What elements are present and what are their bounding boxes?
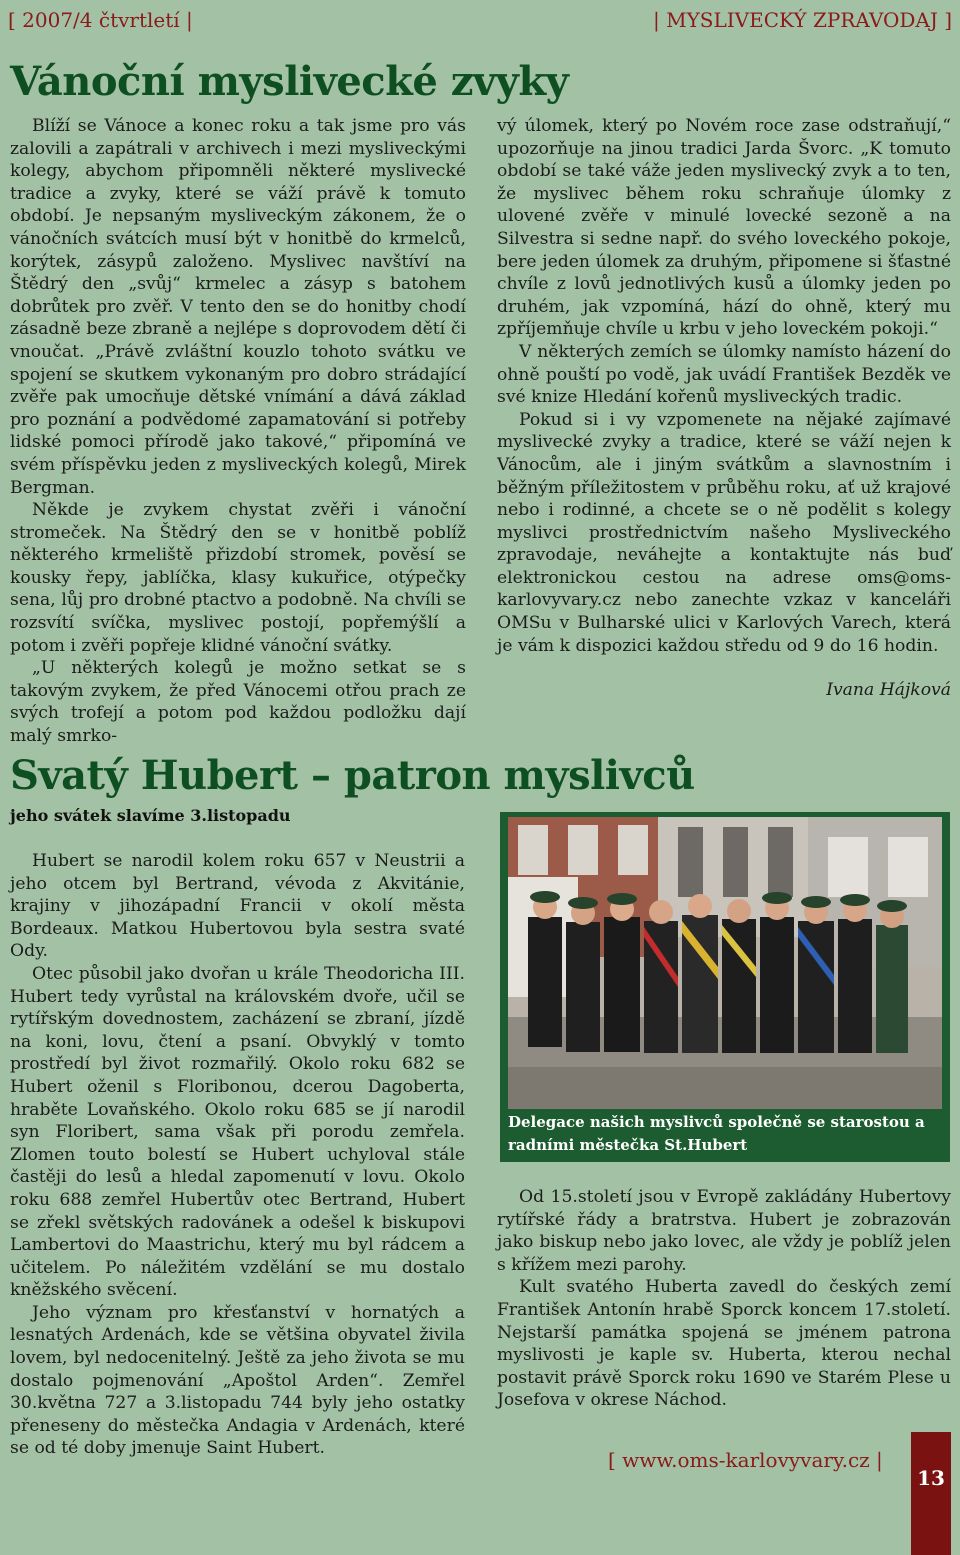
article-title-christmas-customs: Vánoční myslivecké zvyky: [10, 58, 569, 105]
article2-column-right: [497, 1186, 951, 1412]
paragraph: Jeho význam pro křesťanství v hornatých a lesnatých Ardenách, kde se většina obyvatel živila lovem, byl nedocenitelný. Ještě za jeho života se mu dostalo pojmenování „Apoštol Arden“. Zemřel 30.května 727 a 3.listopadu 744 byly jeho ostatky přeneseny do městečka Andagia v Ardenách, které se od té doby jmenuje Saint Hubert.: [10, 1302, 465, 1459]
article-subtitle: jeho svátek slavíme 3.listopadu: [10, 806, 291, 825]
page-number: 13: [917, 1466, 945, 1490]
author-signature: Ivana Hájková: [826, 680, 951, 701]
paragraph: „U některých kolegů je možno setkat se s takovým zvykem, že před Vánocemi otřou prach ze svých trofejí a potom pod každou podložku dají malý smrko-: [10, 658, 466, 747]
issue-header: [ 2007/4 čtvrtletí |: [8, 8, 193, 32]
photo-box: [500, 812, 950, 1162]
article1-column-right: [497, 115, 951, 702]
paragraph: Pokud si i vy vzpomenete na nějaké zajímavé myslivecké zvyky a tradice, které se váží nejen k Vánocům, ale i jiným svátkům a slavnostním i běžným příležitostem v průběhu roku, ať už krajové nebo i rodinné, a chcete se o ně podělit s kolegy myslivci prostřednictvím našeho Mysliveckého zpravodaje, neváhejte a kontaktujte nás buď elektronickou cestou na adrese oms@oms-karlovyvary.cz nebo zanechte vzkaz v kanceláři OMSu v Bulharské ulici v Karlových Varech, která je vám k dispozici každou středu od 9 do 16 hodin.: [497, 409, 951, 656]
article1-column-left: [10, 115, 466, 748]
paragraph: Otec působil jako dvořan u krále Theodoricha III. Hubert tedy vyrůstal na královském dvoře, učil se rytířským dovednostem, zacházení se zbraní, jízdě na koni, lovu, čtení a psaní. Obvyklý v tomto prostředí byl život rozmařilý. Okolo roku 682 se Hubert oženil s Floribonou, dcerou Dagoberta, hraběte Lovaňského. Okolo roku 685 se jí narodil syn Floribert, sama však při porodu zemřela. Zlomen touto bolestí se Hubert uchyloval stále častěji do lesů a hledal zapomenutí v lovu. Okolo roku 688 zemřel Hubertův otec Bertrand, Hubert se zřekl světských radovánek a odešel k biskupovi Lambertovi do Maastrichu, který mu byl rádcem a učitelem. Po náležitém vzdělání se mu dostalo kněžského svěcení.: [10, 963, 465, 1301]
magazine-name-header: | MYSLIVECKÝ ZPRAVODAJ ]: [653, 8, 952, 32]
page-number-box: [911, 1432, 951, 1555]
paragraph: Kult svatého Huberta zavedl do českých zemí František Antonín hrabě Sporck koncem 17.století. Nejstarší památka spojená se jménem patrona myslivosti je kaple sv. Huberta, kterou nechal postavit právě Sporck roku 1690 ve Starém Plese u Josefova v okrese Náchod.: [497, 1277, 951, 1411]
paragraph: Někde je zvykem chystat zvěři i vánoční stromeček. Na Štědrý den se v honitbě poblíž některého krmeliště přizdobí stromek, pověsí se kousky řepy, jablíčka, klasy kukuřice, otýpečky sena, lůj pro drobné ptactvo a podobně. Na chvíli se rozsvítí svíčka, myslivec postojí, popřemýšlí a potom i zvěři popřeje klidné vánoční svátky.: [10, 500, 466, 656]
paragraph: Hubert se narodil kolem roku 657 v Neustrii a jeho otcem byl Bertrand, vévoda z Akvitánie, krajiny v jihozápadní Francii v okolí města Bordeaux. Matkou Hubertovou byla sestra svaté Ody.: [10, 851, 465, 962]
paragraph: Blíží se Vánoce a konec roku a tak jsme pro vás zalovili a zapátrali v archivech i mezi mysliveckými kolegy, abychom připomněli některé myslivecké tradice a zvyky, které se váží právě k tomuto období. Je nepsaným mysliveckým zákonem, že o vánočních svátcích musí být v honitbě do krmelců, korýtek, zásypů založeno. Myslivec navštíví na Štědrý den „svůj“ krmelec a zásyp s batohem dobrůtek pro zvěř. V tento den se do honitby chodí zásadně beze zbraně a nejlépe s doprovodem dětí či vnoučat. „Právě zvláštní kouzlo tohoto svátku ve spojení se skutkem vykonaným pro dobro strádající zvěře pak umocňuje dětské vnímání a dává základ pro poznání a podvědomé zapamatování si potřeby lidské pomoci přírodě jako takové,“ připomíná ve svém příspěvku jeden z mysliveckých kolegů, Mirek Bergman.: [10, 116, 466, 498]
paragraph: Od 15.století jsou v Evropě zakládány Hubertovy rytířské řády a bratrstva. Hubert je zobrazován jako biskup nebo jako lovec, ale vždy je poblíž jelen s křížem mezi parohy.: [497, 1187, 951, 1275]
article-title-saint-hubert: Svatý Hubert – patron myslivců: [10, 752, 695, 799]
paragraph: V některých zemích se úlomky namísto házení do ohně pouští po vodě, jak uvádí František Bezděk ve své knize Hledání kořenů mysliveckých tradic.: [497, 341, 951, 408]
footer-website-link[interactable]: [ www.oms-karlovyvary.cz |: [608, 1448, 883, 1472]
group-photo: [508, 817, 942, 1109]
article2-column-left: [10, 850, 465, 1460]
photo-caption: Delegace našich myslivců společně se starostou a radními městečka St.Hubert: [508, 1113, 925, 1154]
paragraph: vý úlomek, který po Novém roce zase odstraňují,“ upozorňuje na jinou tradici Jarda Švorc. „K tomuto období se také váže jeden myslivecký zvyk a to ten, že myslivec během roku schraňuje úlomky z ulovené zvěře v minulé lovecké sezoně a na Silvestra si sedne např. do svého loveckého pokoje, bere jeden úlomek za druhým, připomene si šťastné chvíle z lovů jednotlivých kusů a úlomky jeden po druhém, jak vzpomíná, hází do ohně, který mu zpříjemňuje chvíle u krbu v jeho loveckém pokoji.“: [497, 116, 951, 340]
